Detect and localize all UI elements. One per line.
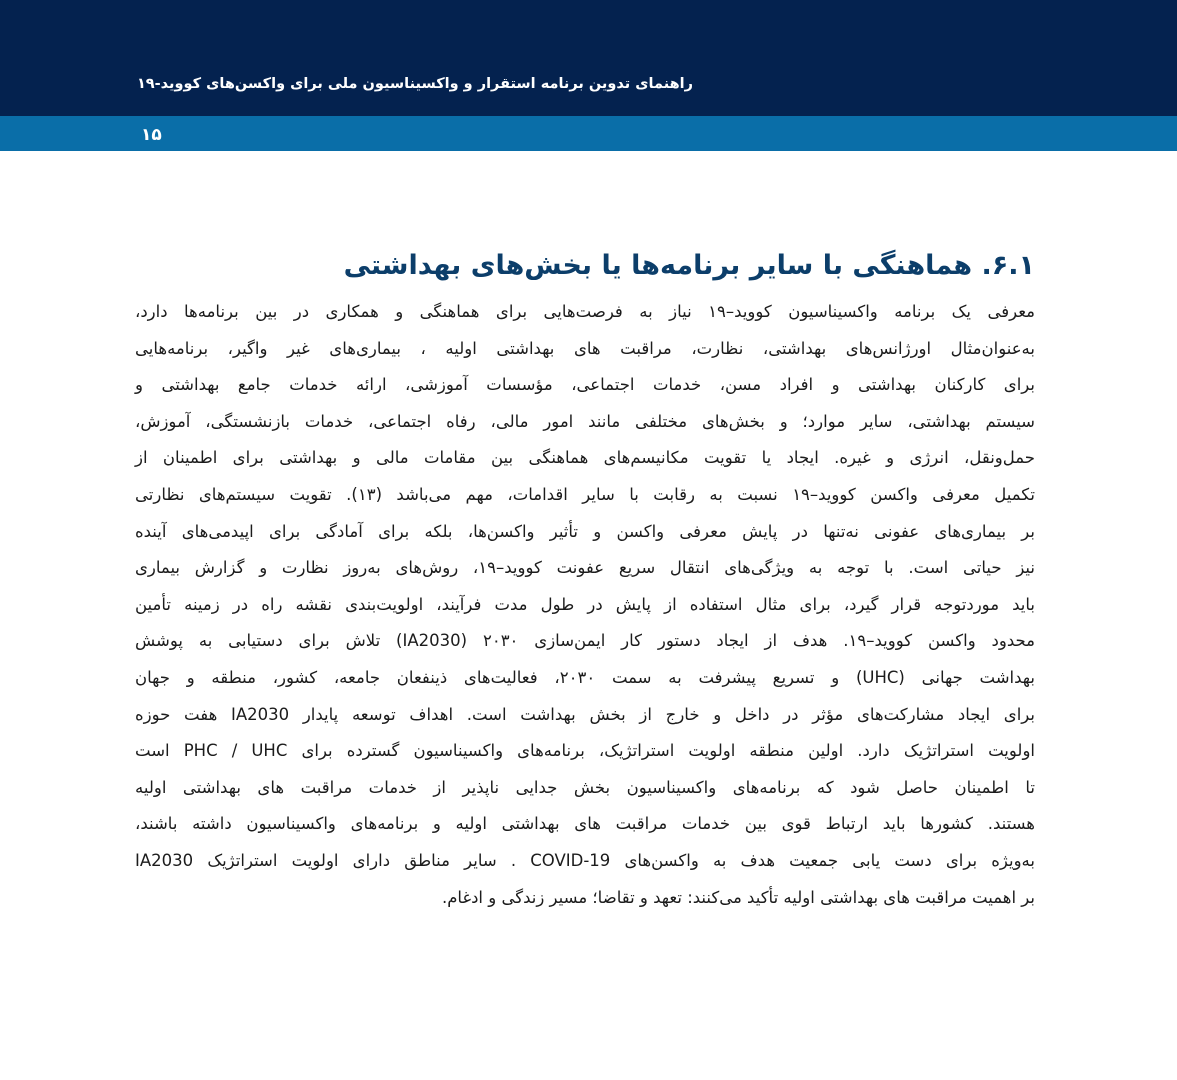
paragraph-line: اولویت استراتژیک دارد. اولین منطقه اولویت استراتژیک، برنامه‌های واکسیناسیون گسترده برای PHC / UHC است	[135, 741, 1035, 761]
paragraph-line: برای کارکنان بهداشتی و افراد مسن، خدمات اجتماعی، مؤسسات آموزشی، ارائه خدمات جامع بهداشتی و	[135, 375, 1035, 395]
page-number: ۱۵	[141, 125, 162, 145]
paragraph-line: به‌عنوان‌مثال اورژانس‌های بهداشتی، نظارت، مراقبت های بهداشتی اولیه ، بیماری‌های غیر واگیر، برنامه‌هایی	[135, 338, 1035, 358]
document-title: راهنمای تدوین برنامه استقرار و واکسیناسیون ملی برای واکسن‌های کووید-۱۹	[136, 76, 693, 92]
paragraph-line: سیستم بهداشتی، سایر موارد؛ و بخش‌های مختلفی مانند امور مالی، رفاه اجتماعی، خدمات بازنشستگی، آموزش،	[135, 411, 1035, 431]
page-number-strip	[0, 116, 1177, 151]
header-band	[0, 0, 1177, 116]
paragraph-line: تکمیل معرفی واکسن کووید–۱۹ نسبت به رقابت با سایر اقدامات، مهم می‌باشد (۱۳). تقویت سیستم‌های نظارتی	[135, 484, 1035, 504]
paragraph-line: معرفی یک برنامه واکسیناسیون کووید–۱۹ نیاز به فرصت‌هایی برای هماهنگی و همکاری در بین برنامه‌ها دارد،	[135, 302, 1035, 321]
section-heading: ۶.۱. هماهنگی با سایر برنامه‌ها یا بخش‌های بهداشتی	[343, 250, 1035, 281]
paragraph-line: باید موردتوجه قرار گیرد، برای مثال استفاده از پایش در طول مدت فرآیند، اولویت‌بندی نقشه راه در زمینه تأمین	[135, 594, 1035, 614]
paragraph-line: محدود واکسن کووید–۱۹. هدف از ایجاد دستور کار ایمن‌سازی ۲۰۳۰ (IA2030) تلاش برای دستیابی به پوشش	[135, 631, 1035, 651]
paragraph-line: به‌ویژه برای دست یابی جمعیت هدف به واکسن‌های COVID-19 . سایر مناطق دارای اولویت استراتژیک IA2030	[135, 850, 1035, 870]
paragraph-line: برای ایجاد مشارکت‌های مؤثر در داخل و خارج از بخش بهداشت است. اهداف توسعه پایدار IA2030 هفت حوزه	[135, 704, 1036, 724]
paragraph-line: هستند. کشورها باید ارتباط قوی بین خدمات مراقبت های بهداشتی اولیه و برنامه‌های واکسیناسیون داشته باشند،	[135, 814, 1035, 834]
paragraph-line: تا اطمینان حاصل شود که برنامه‌های واکسیناسیون بخش جدایی ناپذیر از خدمات مراقبت های بهداشتی اولیه	[135, 777, 1035, 797]
paragraph-line: بر بیماری‌های عفونی نه‌تنها در پایش معرفی واکسن و تأثیر واکسن‌ها، بلکه برای آمادگی برای اپیدمی‌های آینده	[135, 521, 1035, 541]
paragraph-line: بهداشت جهانی (UHC) و تسریع پیشرفت به سمت ۲۰۳۰، فعالیت‌های ذینفعان جامعه، کشور، منطقه و جهان	[135, 667, 1035, 687]
body-paragraph	[135, 294, 1035, 916]
paragraph-line: حمل‌ونقل، انرژی و غیره. ایجاد یا تقویت مکانیسم‌های هماهنگی بین مقامات مالی و بهداشتی برای اطمینان از	[135, 448, 1035, 468]
paragraph-line: بر اهمیت مراقبت های بهداشتی اولیه تأکید می‌کنند: تعهد و تقاضا؛ مسیر زندگی و ادغام.	[441, 887, 1035, 907]
paragraph-line: نیز حیاتی است. با توجه به ویژگی‌های انتقال سریع عفونت کووید–۱۹، روش‌های به‌روز نظارت و گزارش بیماری	[135, 558, 1035, 578]
